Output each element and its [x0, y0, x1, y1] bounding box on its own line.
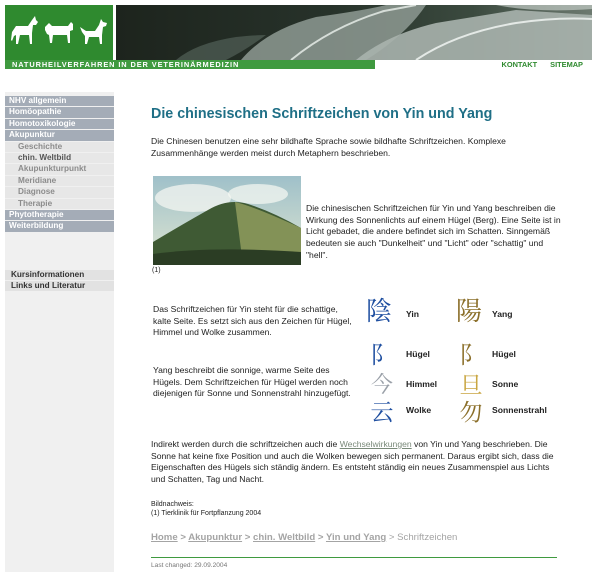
svg-text:陽: 陽: [455, 297, 483, 324]
sunbeam-glyph: [457, 397, 485, 425]
svg-text:旦: 旦: [459, 373, 483, 398]
breadcrumb-separator: >: [177, 532, 189, 543]
svg-text:云: 云: [370, 400, 394, 425]
breadcrumb-separator: >: [315, 532, 326, 543]
wechselwirkungen-link[interactable]: Wechselwirkungen: [339, 439, 412, 449]
sidebar-item-weiterbildung[interactable]: Weiterbildung: [5, 221, 114, 231]
site-header: [0, 0, 597, 72]
sidebar-subitem-chin-weltbild[interactable]: chin. Weltbild: [5, 153, 114, 163]
photo-caption: (1): [152, 267, 161, 274]
sun-glyph: [457, 370, 485, 398]
sidebar-item-phytotherapie[interactable]: Phytotherapie: [5, 210, 114, 220]
yin-glyph: [365, 296, 393, 324]
hill-glyph-yin: [368, 340, 396, 368]
kontakt-link[interactable]: KONTAKT: [501, 60, 538, 69]
horse-icon: [9, 13, 41, 49]
sidebar-item-nhv-allgemein[interactable]: NHV allgemein: [5, 96, 114, 106]
last-changed: Last changed: 29.09.2004: [151, 562, 228, 569]
sun-glyph-label: Sonne: [492, 379, 519, 389]
dog-icon: [77, 13, 109, 49]
yang-glyph: [455, 296, 483, 324]
cow-icon: [43, 13, 75, 49]
sidebar: [5, 92, 114, 572]
hill-glyph-label-yin: Hügel: [406, 349, 430, 359]
svg-text:陰: 陰: [365, 297, 393, 324]
sidebar-subitem-akupunkturpunkt[interactable]: Akupunkturpunkt: [5, 164, 114, 174]
hill-image: [153, 176, 301, 265]
indirect-text-after: von Yin und Yang beschrieben. Die Sonne hat keine fixe Position und auch die Wolken bewegen sich permanent. Daraus ergibt sich, dass die Eigenschaften des Hügels sich ständig ändern. Es entsteht ständig ein neues Zusammenspiel aus Lichts und Schatten, Tag und Nacht.: [151, 439, 554, 485]
breadcrumb-current: Schriftzeichen: [397, 532, 458, 543]
hill-glyph-label-yang: Hügel: [492, 349, 516, 359]
sidebar-link-literatur[interactable]: Links und Literatur: [5, 281, 114, 291]
logo-animals[interactable]: [5, 5, 113, 60]
top-links: [491, 60, 584, 69]
sidebar-subitem-meridiane[interactable]: Meridiane: [5, 176, 114, 186]
sidebar-link-kursinformationen[interactable]: Kursinformationen: [5, 270, 114, 280]
breadcrumb-separator: >: [242, 532, 254, 543]
credits-line: (1) Tierklinik für Fortpflanzung 2004: [151, 510, 262, 517]
sidebar-item-akupunktur[interactable]: Akupunktur: [5, 130, 114, 140]
breadcrumb-chin-weltbild[interactable]: chin. Weltbild: [253, 532, 316, 543]
sidebar-subitem-geschichte[interactable]: Geschichte: [5, 142, 114, 152]
yin-description: Das Schriftzeichen für Yin steht für die schattige, kalte Seite. Es setzt sich aus den Zeichen für Hügel, Himmel und Wolke zusammen.: [153, 304, 352, 338]
sky-glyph-label: Himmel: [406, 379, 438, 389]
svg-text:勿: 勿: [459, 400, 483, 425]
page-title: Die chinesischen Schriftzeichen von Yin und Yang: [151, 106, 493, 122]
yang-description: Yang beschreibt die sonnige, warme Seite des Hügels. Dem Schriftzeichen für Hügel werden noch diejenigen für Sonne und Sonnenstrahl hinzugefügt.: [153, 365, 351, 399]
breadcrumb-home[interactable]: Home: [151, 532, 178, 543]
yin-glyph-label: Yin: [406, 309, 420, 319]
breadcrumb-yin-yang[interactable]: Yin und Yang: [325, 532, 387, 543]
breadcrumb: [151, 532, 457, 543]
breadcrumb-akupunktur[interactable]: Akupunktur: [188, 532, 243, 543]
hill-photo: [153, 176, 301, 265]
sidebar-subitem-diagnose[interactable]: Diagnose: [5, 187, 114, 197]
yang-glyph-label: Yang: [492, 309, 513, 319]
image-credits: [151, 500, 261, 518]
svg-text:阝: 阝: [459, 341, 483, 368]
intro-paragraph: Die Chinesen benutzen eine sehr bildhafte Sprache sowie bildhafte Schriftzeichen. Komplexe Zusammenhänge werden meist durch Metaphern beschrieben.: [151, 136, 506, 158]
sitemap-link[interactable]: SITEMAP: [550, 60, 583, 69]
indirect-text-before: Indirekt werden durch die schriftzeichen auch die: [151, 439, 340, 449]
leaf-image: [116, 5, 592, 60]
indirect-paragraph: [151, 439, 561, 486]
sunbeam-glyph-label: Sonnenstrahl: [492, 405, 547, 415]
photo-description: Die chinesischen Schriftzeichen für Yin und Yang beschreiben die Wirkung des Sonnenlichts auf einem Hügel (Berg). Eine Seite ist in Licht gebadet, die andere befindet sich im Schatten. Sinngemäß bedeuten sie auch "Dunkelheit" und "Licht" oder "schattig" und "hell".: [306, 203, 561, 260]
cloud-glyph: [368, 397, 396, 425]
header-leaf-banner: [116, 5, 592, 60]
cloud-glyph-label: Wolke: [406, 405, 432, 415]
footer-divider: [151, 557, 557, 558]
sidebar-item-homotoxikologie[interactable]: Homotoxikologie: [5, 119, 114, 129]
credits-title: Bildnachweis:: [151, 501, 194, 508]
site-tagline: NATURHEILVERFAHREN IN DER VETERINÄRMEDIZIN: [5, 60, 375, 69]
sidebar-subitem-therapie[interactable]: Therapie: [5, 199, 114, 209]
svg-text:今: 今: [370, 373, 394, 398]
breadcrumb-separator: >: [386, 532, 398, 543]
svg-text:阝: 阝: [370, 341, 394, 368]
sky-glyph: [368, 370, 396, 398]
sidebar-item-homoeopathie[interactable]: Homöopathie: [5, 107, 114, 117]
hill-glyph-yang: [457, 340, 485, 368]
